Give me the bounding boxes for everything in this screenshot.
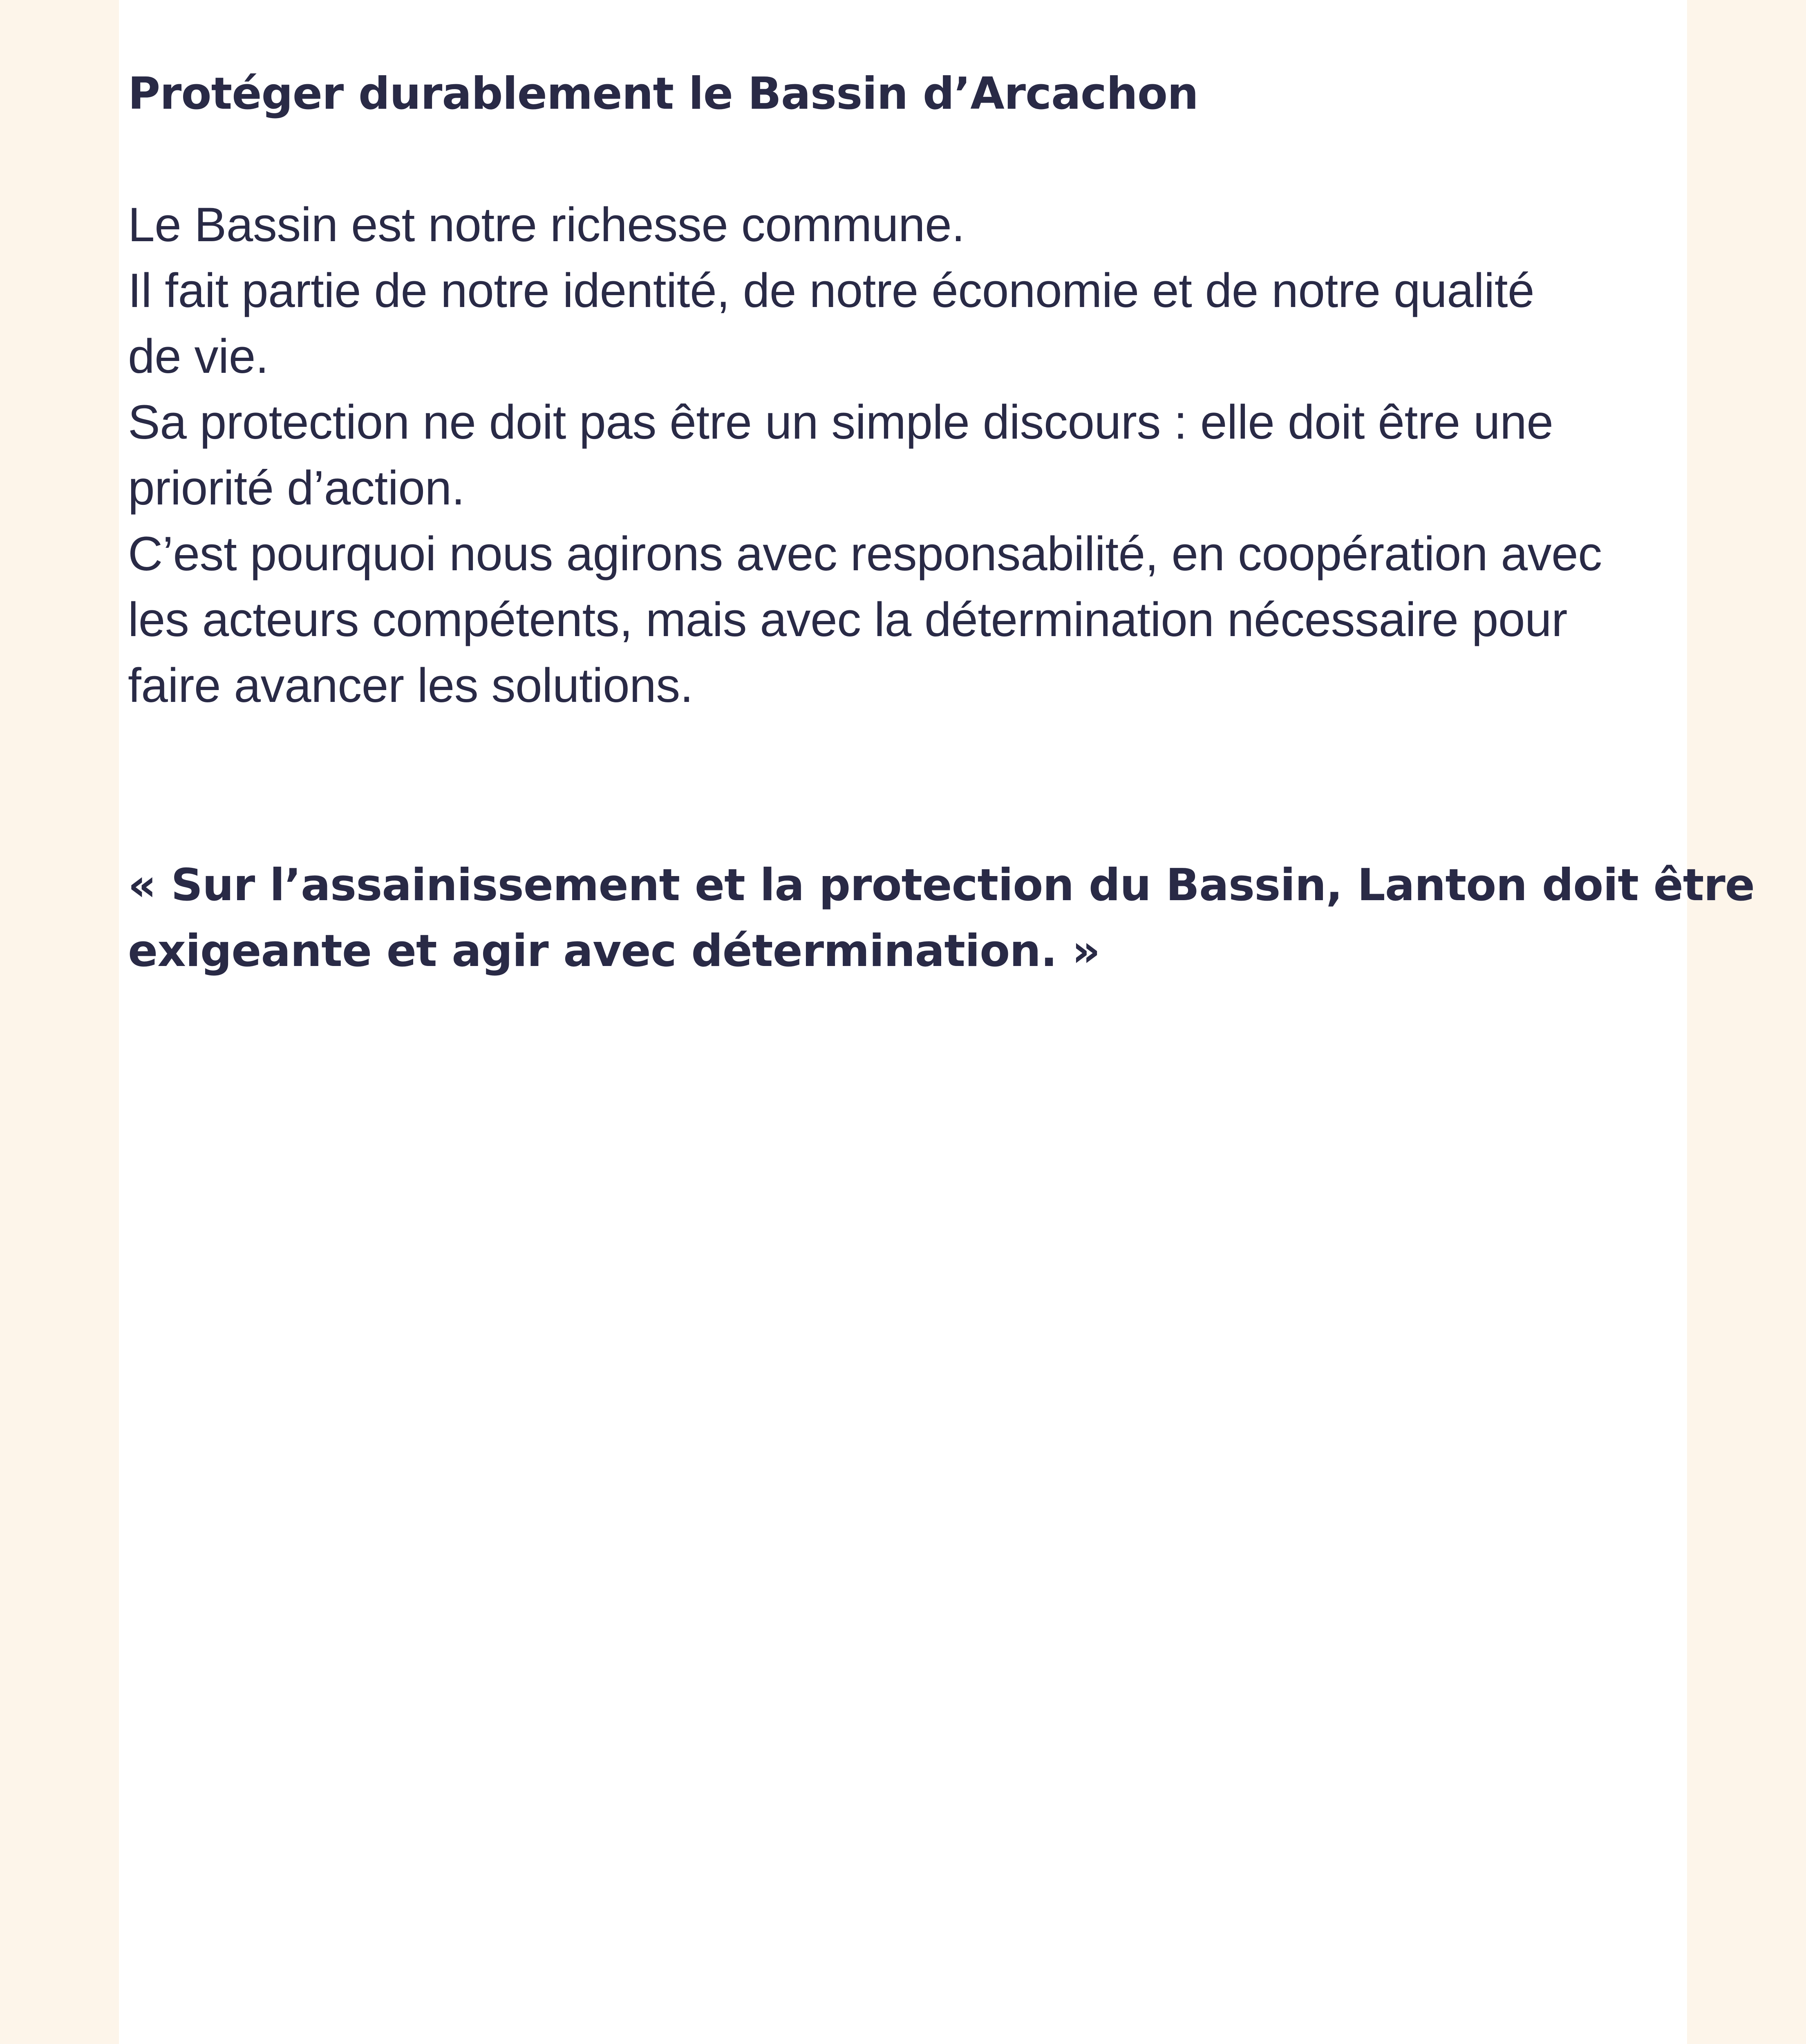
body-paragraph xyxy=(128,192,1602,719)
body-line: Il fait partie de notre identité, de notre économie et de notre qualité xyxy=(128,264,1535,318)
quote-line: exigeante et agir avec détermination. » xyxy=(128,926,1100,977)
pull-quote xyxy=(128,852,1755,984)
body-line: Sa protection ne doit pas être un simple discours : elle doit être une xyxy=(128,395,1553,449)
document-page xyxy=(119,0,1755,2044)
body-line: C’est pourquoi nous agirons avec responsabilité, en coopération avec xyxy=(128,527,1602,581)
body-line: de vie. xyxy=(128,329,269,383)
quote-line: « Sur l’assainissement et la protection du Bassin, Lanton doit être xyxy=(128,860,1755,911)
body-line: Le Bassin est notre richesse commune. xyxy=(128,198,965,252)
body-line: les acteurs compétents, mais avec la détermination nécessaire pour xyxy=(128,593,1567,647)
body-line: faire avancer les solutions. xyxy=(128,659,694,713)
body-line: priorité d’action. xyxy=(128,461,465,515)
section-heading: Protéger durablement le Bassin d’Arcachon xyxy=(128,68,1198,119)
